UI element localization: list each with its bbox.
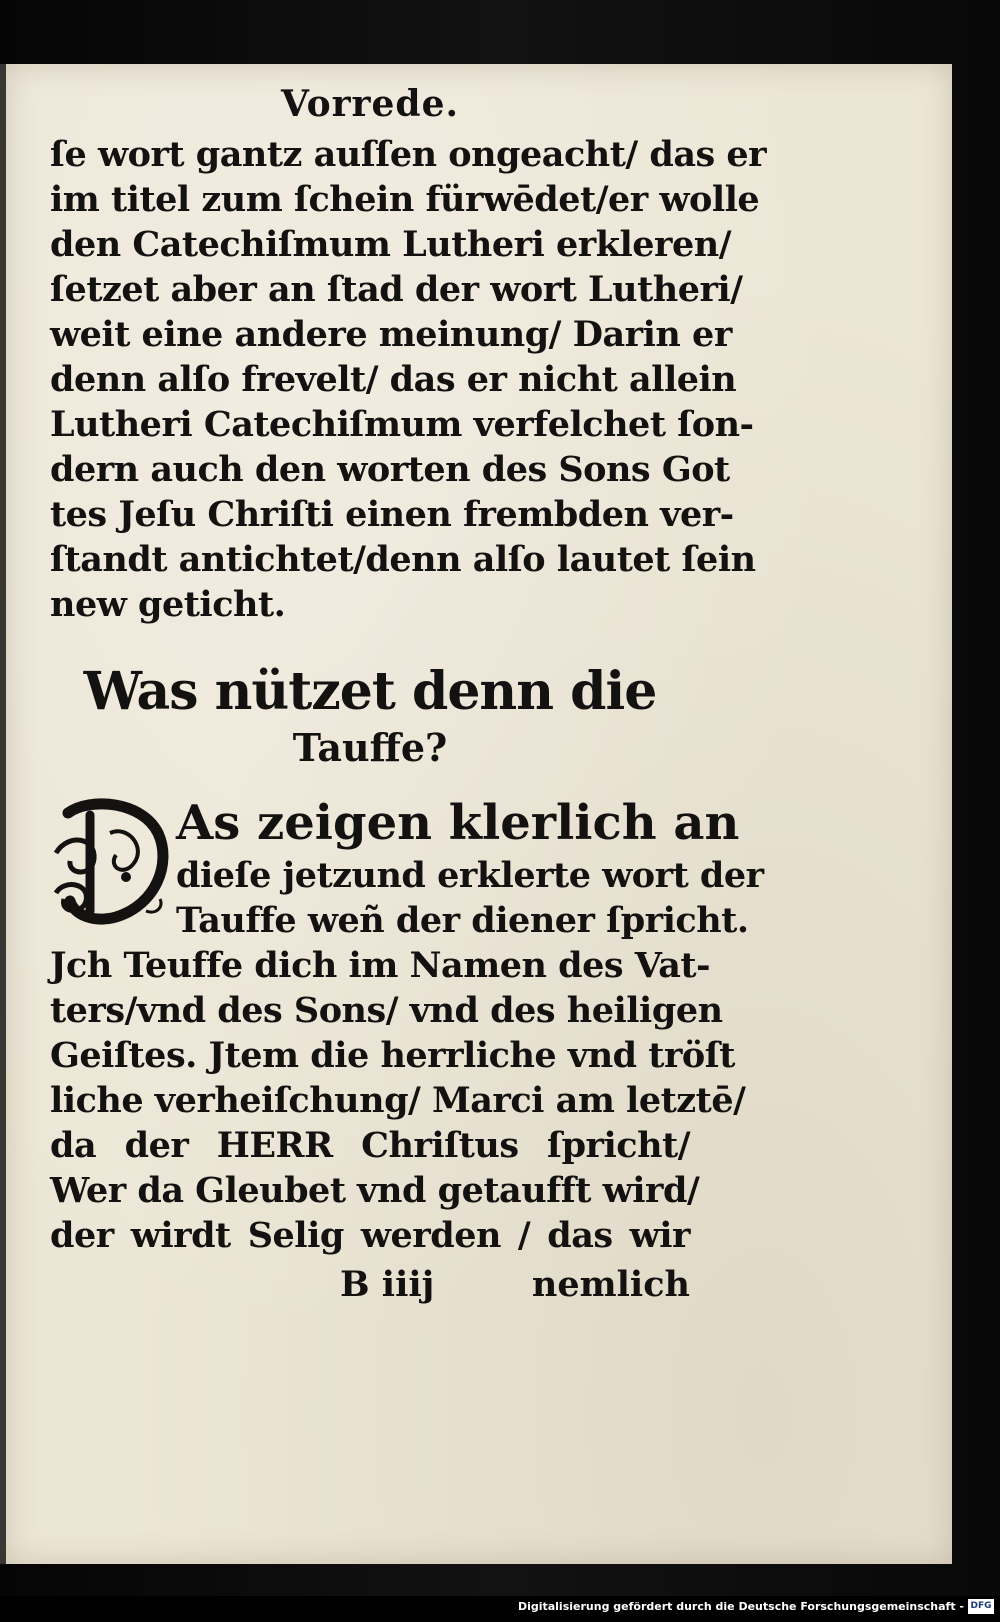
answer-paragraph [50,793,764,1258]
paragraph-line: im titel zum ſchein fürwēdet/er wolle [50,179,760,220]
paragraph-line: tes Jeſu Chriſti einen frembden ver- [50,494,734,535]
paragraph-line: denn alſo frevelt/ das er nicht allein [50,359,737,400]
page-text-block [50,80,767,1307]
dfg-logo-text: DFG [970,1601,992,1611]
decorated-initial-d [50,793,170,929]
paragraph-line: ſe wort gantz auſſen ongeacht/ das er [50,134,767,175]
page-foot-line [50,1262,690,1307]
paragraph-line: Lutheri Catechiſmum verfelchet ſon- [50,404,754,445]
signature-mark: B iiij [340,1264,435,1305]
paragraph-line: ſetzet aber an ſtad der wort Lutheri/ [50,269,743,310]
answer-indented-line: dieſe jetzund erklerte wort der [176,855,764,896]
answer-line: der wirdt Selig werden / das wir [50,1215,690,1256]
catchword: nemlich [531,1264,690,1305]
running-head: Vorrede. [280,83,460,125]
answer-line: da der HERR Chriſtus ſpricht/ [50,1125,690,1166]
paragraph-line: weit eine andere meinung/ Darin er [50,314,732,355]
answer-line: Wer da Gleubet vnd getaufft wird/ [50,1170,700,1211]
digitization-credit: Digitalisierung gefördert durch die Deutsche Forschungsgemeinschaft - [517,1600,964,1613]
preface-paragraph [50,132,767,627]
answer-indented-line: Tauffe weñ der diener ſpricht. [176,900,749,941]
answer-line: Jch Teuffe dich im Namen des Vat- [50,945,711,986]
paragraph-line: den Catechiſmum Lutheri erkleren/ [50,224,731,265]
section-subheading: Tauffe? [292,725,448,770]
answer-line: ters/vnd des Sons/ vnd des heiligen [50,990,723,1031]
paragraph-line: ſtandt antichtet/denn alſo lautet ſein [50,539,756,580]
answer-first-line: As zeigen klerlich an [176,795,740,851]
section-heading: Was nützet denn die [83,661,657,722]
answer-line: Geiſtes. Jtem die herrliche vnd tröſt [50,1035,735,1076]
dfg-logo [968,1599,994,1614]
paragraph-line: dern auch den worten des Sons Got [50,449,730,490]
answer-line: liche verheiſchung/ Marci am letztē/ [50,1080,746,1121]
paragraph-line: new geticht. [50,584,286,625]
